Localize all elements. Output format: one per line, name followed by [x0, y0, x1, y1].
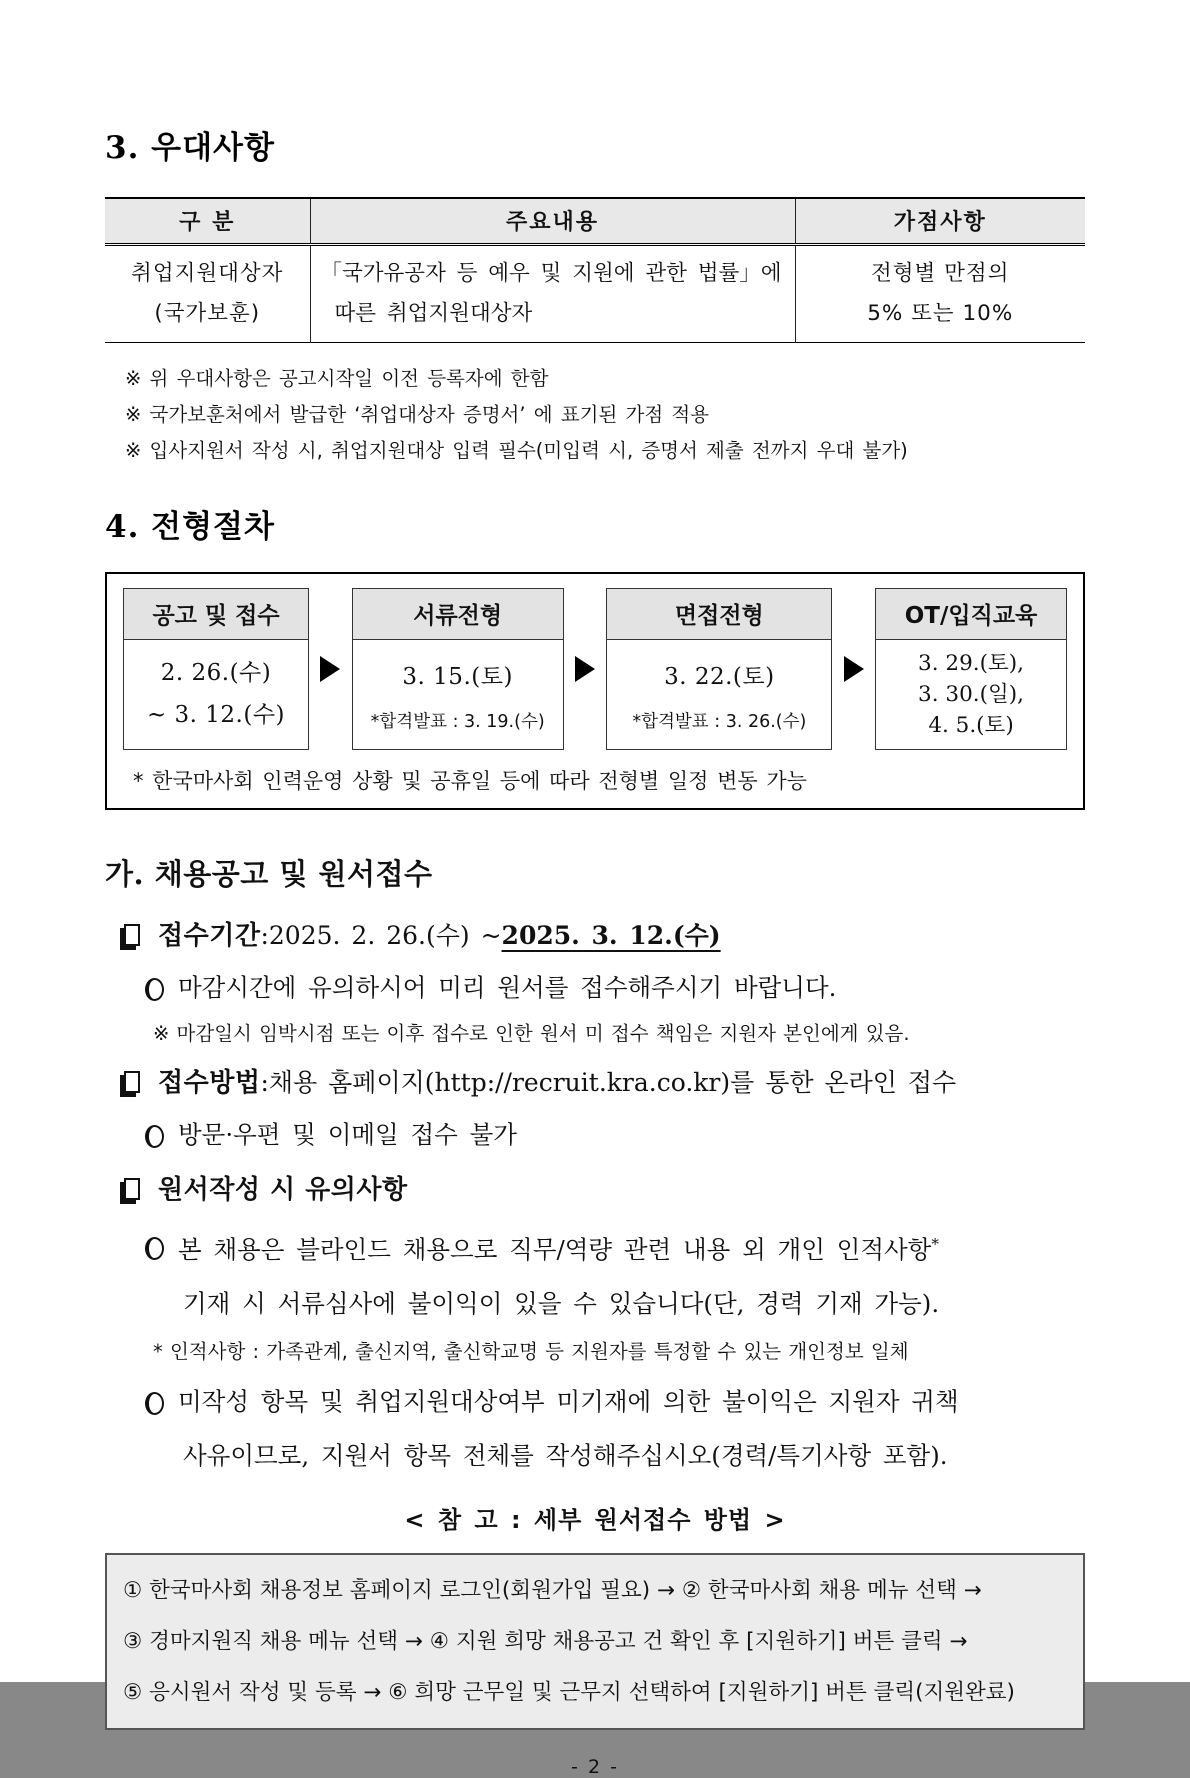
blind-text1	[178, 1226, 939, 1268]
flow-step-document	[352, 588, 564, 750]
flow-step-header: 면접전형	[607, 589, 831, 640]
omission-text1: 미작성 항목 및 취업지원대상여부 미기재에 의한 불이익은 지원자 귀책	[178, 1386, 959, 1416]
flow-step-interview	[606, 588, 832, 750]
circle-bullet-icon	[145, 1237, 164, 1260]
circle-bullet-icon	[145, 978, 164, 1001]
reference-title: < 참 고 : 세부 원서접수 방법 >	[404, 1505, 786, 1534]
col-header-category: 구 분	[105, 198, 310, 244]
section4-title: 4. 전형절차	[105, 508, 275, 545]
blind-text2: 기재 시 서류심사에 불이익이 있을 수 있습니다(단, 경력 기재 가능).	[183, 1288, 940, 1318]
col-header-content: 주요내용	[310, 198, 795, 244]
square-bullet-icon	[124, 1071, 140, 1093]
deadline-note-text: ※ 마감일시 임박시점 또는 이후 접수로 인한 원서 미 접수 책임은 지원자 본인에게 있음.	[153, 1021, 910, 1045]
flow-date: 3. 22.(토)	[664, 663, 775, 690]
method-label: 접수방법	[158, 1067, 261, 1098]
blind-line2	[105, 1286, 1085, 1322]
method-separator: :	[260, 1067, 269, 1097]
method-text: 채용 홈페이지(http://recruit.kra.co.kr)를 통한 온라인 접수	[268, 1067, 957, 1097]
period-label: 접수기간	[158, 920, 261, 951]
caution-title-line	[105, 1169, 1085, 1206]
note-line: ※ 위 우대사항은 공고시작일 이전 등록자에 한함	[125, 366, 549, 390]
flow-step-body	[124, 640, 308, 749]
flow-arrow-icon	[309, 588, 352, 750]
square-bullet-icon	[124, 924, 140, 946]
note-line: ※ 국가보훈처에서 발급한 ‘취업대상자 증명서’ 에 표기된 가점 적용	[125, 402, 710, 426]
category-line2: (국가보훈)	[154, 300, 261, 326]
square-bullet-icon	[124, 1178, 140, 1200]
flow-date: 3. 30.(일),	[918, 681, 1024, 707]
preference-table	[105, 197, 1085, 343]
flow-note: * 한국마사회 인력운영 상황 및 공휴일 등에 따라 전형별 일정 변동 가능	[133, 768, 807, 793]
flow-step-body	[353, 640, 563, 749]
period-end-date: 2025. 3. 12.(수)	[501, 920, 721, 950]
deadline-tip-text: 마감시간에 유의하시어 미리 원서를 접수해주시기 바랍니다.	[178, 972, 837, 1002]
method-line	[105, 1062, 1085, 1099]
content-line1: 「국가유공자 등 예우 및 지원에 관한 법률」에	[320, 260, 782, 286]
reference-step-line: ③ 경마지원직 채용 메뉴 선택 → ④ 지원 희망 채용공고 건 확인 후 [지원하기] 버튼 클릭 →	[123, 1628, 968, 1654]
flow-date: ~ 3. 12.(수)	[146, 702, 286, 728]
note-line: ※ 입사지원서 작성 시, 취업지원대상 입력 필수(미입력 시, 증명서 제출 전까지 우대 불가)	[125, 438, 908, 462]
cell-content	[310, 244, 795, 342]
section3-title: 3. 우대사항	[105, 130, 275, 166]
circle-bullet-icon	[145, 1392, 164, 1415]
period-separator: :	[260, 920, 269, 950]
deadline-tip-line	[105, 970, 1085, 1006]
asterisk-superscript: *	[931, 1234, 939, 1253]
flow-pass-note: *합격발표 : 3. 26.(수)	[632, 711, 807, 732]
reference-step-line: ⑤ 응시원서 작성 및 등록 → ⑥ 희망 근무일 및 근무지 선택하여 [지원하기] 버튼 클릭(지원완료)	[123, 1679, 1015, 1705]
method-sub-line	[105, 1117, 1085, 1153]
process-flowchart	[105, 572, 1085, 810]
flow-date: 2. 26.(수)	[160, 660, 272, 686]
table-header-row	[105, 198, 1085, 244]
flow-step-body	[876, 640, 1066, 749]
flow-date: 4. 5.(토)	[928, 712, 1014, 738]
table-row	[105, 244, 1085, 342]
deadline-note-line	[105, 1018, 1085, 1046]
flow-date: 3. 29.(토),	[918, 650, 1024, 676]
page-number: - 2 -	[571, 1755, 619, 1778]
bonus-line1: 전형별 만점의	[871, 260, 1010, 286]
flow-step-header: OT/입직교육	[876, 589, 1066, 640]
blind-line1	[105, 1226, 1085, 1268]
reference-step-line: ① 한국마사회 채용정보 홈페이지 로그인(회원가입 필요) → ② 한국마사회 채용 메뉴 선택 →	[123, 1577, 982, 1603]
flow-step-announcement	[123, 588, 309, 750]
circle-bullet-icon	[145, 1125, 164, 1148]
section-ga-title: 가. 채용공고 및 원서접수	[105, 856, 433, 891]
cell-bonus	[795, 244, 1085, 342]
flow-arrow-icon	[832, 588, 875, 750]
category-line1: 취업지원대상자	[131, 260, 284, 286]
col-header-bonus: 가점사항	[795, 198, 1085, 244]
period-line	[105, 915, 1085, 952]
bonus-line2: 5% 또는 10%	[867, 300, 1014, 326]
omission-text2: 사유이므로, 지원서 항목 전체를 작성해주십시오(경력/특기사항 포함).	[183, 1440, 948, 1470]
section3-notes	[105, 361, 1085, 469]
flow-step-body	[607, 640, 831, 749]
flow-arrow-icon	[564, 588, 607, 750]
caution-title-text: 원서작성 시 유의사항	[158, 1174, 408, 1205]
blind-note-text: * 인적사항 : 가족관계, 출신지역, 출신학교명 등 지원자를 특정할 수 있는 개인정보 일체	[153, 1339, 909, 1363]
method-sub-text: 방문·우편 및 이메일 접수 불가	[178, 1119, 517, 1149]
flow-pass-note: *합격발표 : 3. 19.(수)	[370, 711, 545, 732]
blind-note-line	[105, 1336, 1085, 1364]
reference-box	[105, 1553, 1085, 1730]
omission-line2	[105, 1438, 1085, 1474]
flow-date: 3. 15.(토)	[402, 663, 513, 690]
omission-line1	[105, 1384, 1085, 1420]
content-line2: 따른 취업지원대상자	[334, 300, 533, 326]
blind-text1-main: 본 채용은 블라인드 채용으로 직무/역량 관련 내용 외 개인 인적사항	[178, 1234, 932, 1264]
flow-row	[123, 588, 1067, 750]
flow-step-header: 공고 및 접수	[124, 589, 308, 640]
flow-step-header: 서류전형	[353, 589, 563, 640]
cell-category	[105, 244, 310, 342]
period-dates: 2025. 2. 26.(수) ~	[268, 920, 502, 950]
flow-step-orientation	[875, 588, 1067, 750]
